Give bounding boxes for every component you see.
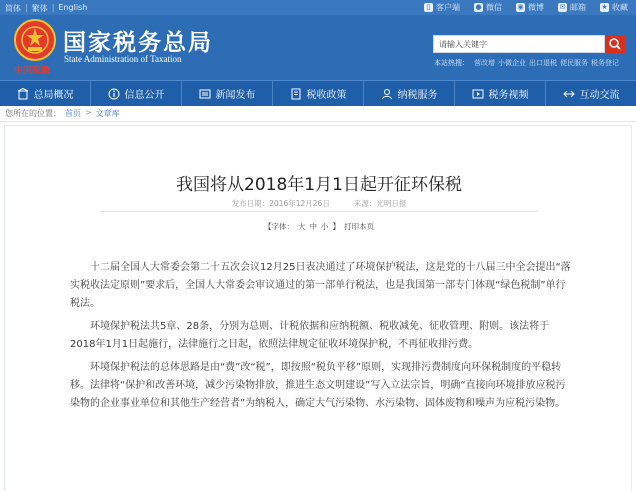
nav-label: 税务视频: [488, 90, 529, 101]
hot-link[interactable]: 小微企业: [498, 59, 526, 67]
nav-item-interaction[interactable]: [546, 81, 636, 106]
font-small-button[interactable]: 小: [321, 222, 329, 231]
client-link[interactable]: [424, 2, 460, 13]
national-emblem-icon[interactable]: [14, 19, 56, 61]
divider: |: [25, 3, 28, 12]
hot-link[interactable]: 营改增: [474, 59, 495, 67]
article-paragraph: 十二届全国人大常委会第二十五次会议12月25日表决通过了环境保护税法，这是党的十八届三中全会提出“落实税收法定原则”要求后，全国人大常委会审议通过的第一部单行税法，也是我国第一部专门体现“绿色税制”单行税法。: [70, 262, 571, 309]
font-large-button[interactable]: 大: [298, 222, 306, 231]
favorite-link[interactable]: [600, 2, 628, 13]
news-icon: [199, 88, 211, 100]
social-links: [424, 2, 628, 13]
article-paragraph: 环境保护税法的总体思路是由“费”改“税”，即按照“税负平移”原则，实现排污费制度向环保税制度的平稳转移。法律将“保护和改善环境，减少污染物排放，推进生态文明建设”写入立法宗旨，明确“直接向环境排放应税污染物的企业事业单位和其他生产经营者”为纳税人，确定大气污染物、水污染物、固体废物和噪声为应税污染物。: [70, 362, 566, 409]
emblem-caption: 中国税徽: [14, 66, 51, 76]
nav-item-video[interactable]: [455, 81, 546, 106]
nav-item-policy[interactable]: [273, 81, 364, 106]
article-source: 来源：光明日报: [353, 199, 407, 208]
favorite-label: 收藏: [612, 3, 628, 12]
nav-label: 互动交流: [579, 90, 620, 101]
nav-label: 新闻发布: [215, 90, 256, 101]
video-icon: [472, 88, 484, 100]
main-navigation: [0, 80, 636, 106]
breadcrumb: [5, 108, 120, 119]
font-medium-button[interactable]: 中: [309, 222, 317, 231]
breadcrumb-separator: >: [85, 108, 92, 117]
weibo-label: 微博: [528, 3, 544, 12]
nav-label: 税收政策: [306, 90, 347, 101]
mail-link[interactable]: [558, 2, 586, 13]
font-size-label: 【字体：: [264, 222, 294, 231]
info-icon: [108, 88, 120, 100]
hot-search-label: 本站热搜：: [434, 59, 469, 67]
favorite-icon: ★: [601, 3, 608, 11]
hot-link[interactable]: 便民服务: [560, 59, 588, 67]
article-paragraph: 环境保护税法共5章、28条，分别为总则、计税依据和应纳税额、税收减免、征收管理、附则。该法将于2018年1月1日起施行，法律施行之日起，依照法律规定征收环境保护税，不再征收排污费。: [70, 321, 550, 350]
breadcrumb-home-link[interactable]: 首页: [65, 109, 81, 118]
lang-english-link[interactable]: English: [58, 3, 88, 12]
hot-search-links: [434, 58, 619, 68]
weibo-icon: ◉: [517, 3, 524, 11]
article-body: [70, 259, 574, 418]
publish-date: 发布日期：2016年12月26日: [231, 199, 330, 208]
article-title: 我国将从2018年1月1日起开征环保税: [176, 175, 462, 195]
nav-item-info[interactable]: [91, 81, 182, 106]
building-icon: [17, 88, 29, 100]
hot-link[interactable]: 出口退税: [529, 59, 557, 67]
site-header: [0, 15, 636, 80]
nav-item-news[interactable]: [182, 81, 273, 106]
mail-label: 邮箱: [570, 3, 586, 12]
divider: |: [51, 3, 55, 12]
site-title[interactable]: 国家税务总局: [63, 30, 213, 56]
search-input[interactable]: 请输入关键字: [433, 35, 605, 53]
nav-label: 信息公开: [124, 90, 165, 101]
wechat-link[interactable]: [474, 2, 502, 13]
wechat-icon: ●: [475, 3, 482, 11]
interaction-icon: [563, 88, 575, 100]
top-utility-bar: [0, 0, 636, 15]
phone-icon: ▯: [424, 3, 433, 12]
article-meta: [5, 198, 633, 209]
font-size-close: 】: [332, 222, 340, 231]
policy-icon: [290, 88, 302, 100]
nav-item-service[interactable]: [364, 81, 455, 106]
weibo-link[interactable]: [516, 2, 544, 13]
nav-label: 总局概况: [33, 90, 74, 101]
lang-simplified-link[interactable]: 简体: [5, 4, 21, 13]
lang-traditional-link[interactable]: 繁体: [31, 4, 48, 13]
hot-link[interactable]: 税务登记: [591, 59, 619, 67]
search-icon: [605, 35, 625, 53]
nav-label: 纳税服务: [397, 90, 438, 101]
breadcrumb-archive-link[interactable]: 文章库: [95, 109, 120, 118]
article-tools: [5, 221, 633, 232]
print-button[interactable]: 打印本页: [344, 222, 374, 231]
breadcrumb-prefix: 您所在的位置：: [5, 109, 61, 118]
divider: [100, 211, 538, 212]
inbox-icon: ✉: [559, 3, 566, 11]
service-icon: [381, 88, 393, 100]
nav-item-overview[interactable]: [0, 81, 91, 106]
language-switcher: [5, 3, 87, 14]
wechat-label: 微信: [486, 3, 502, 12]
site-title-english: State Administration of Taxation: [64, 54, 182, 64]
divider: [0, 121, 636, 122]
search-button[interactable]: [605, 35, 625, 53]
client-label: 客户端: [436, 3, 460, 12]
article-panel: [4, 125, 632, 491]
